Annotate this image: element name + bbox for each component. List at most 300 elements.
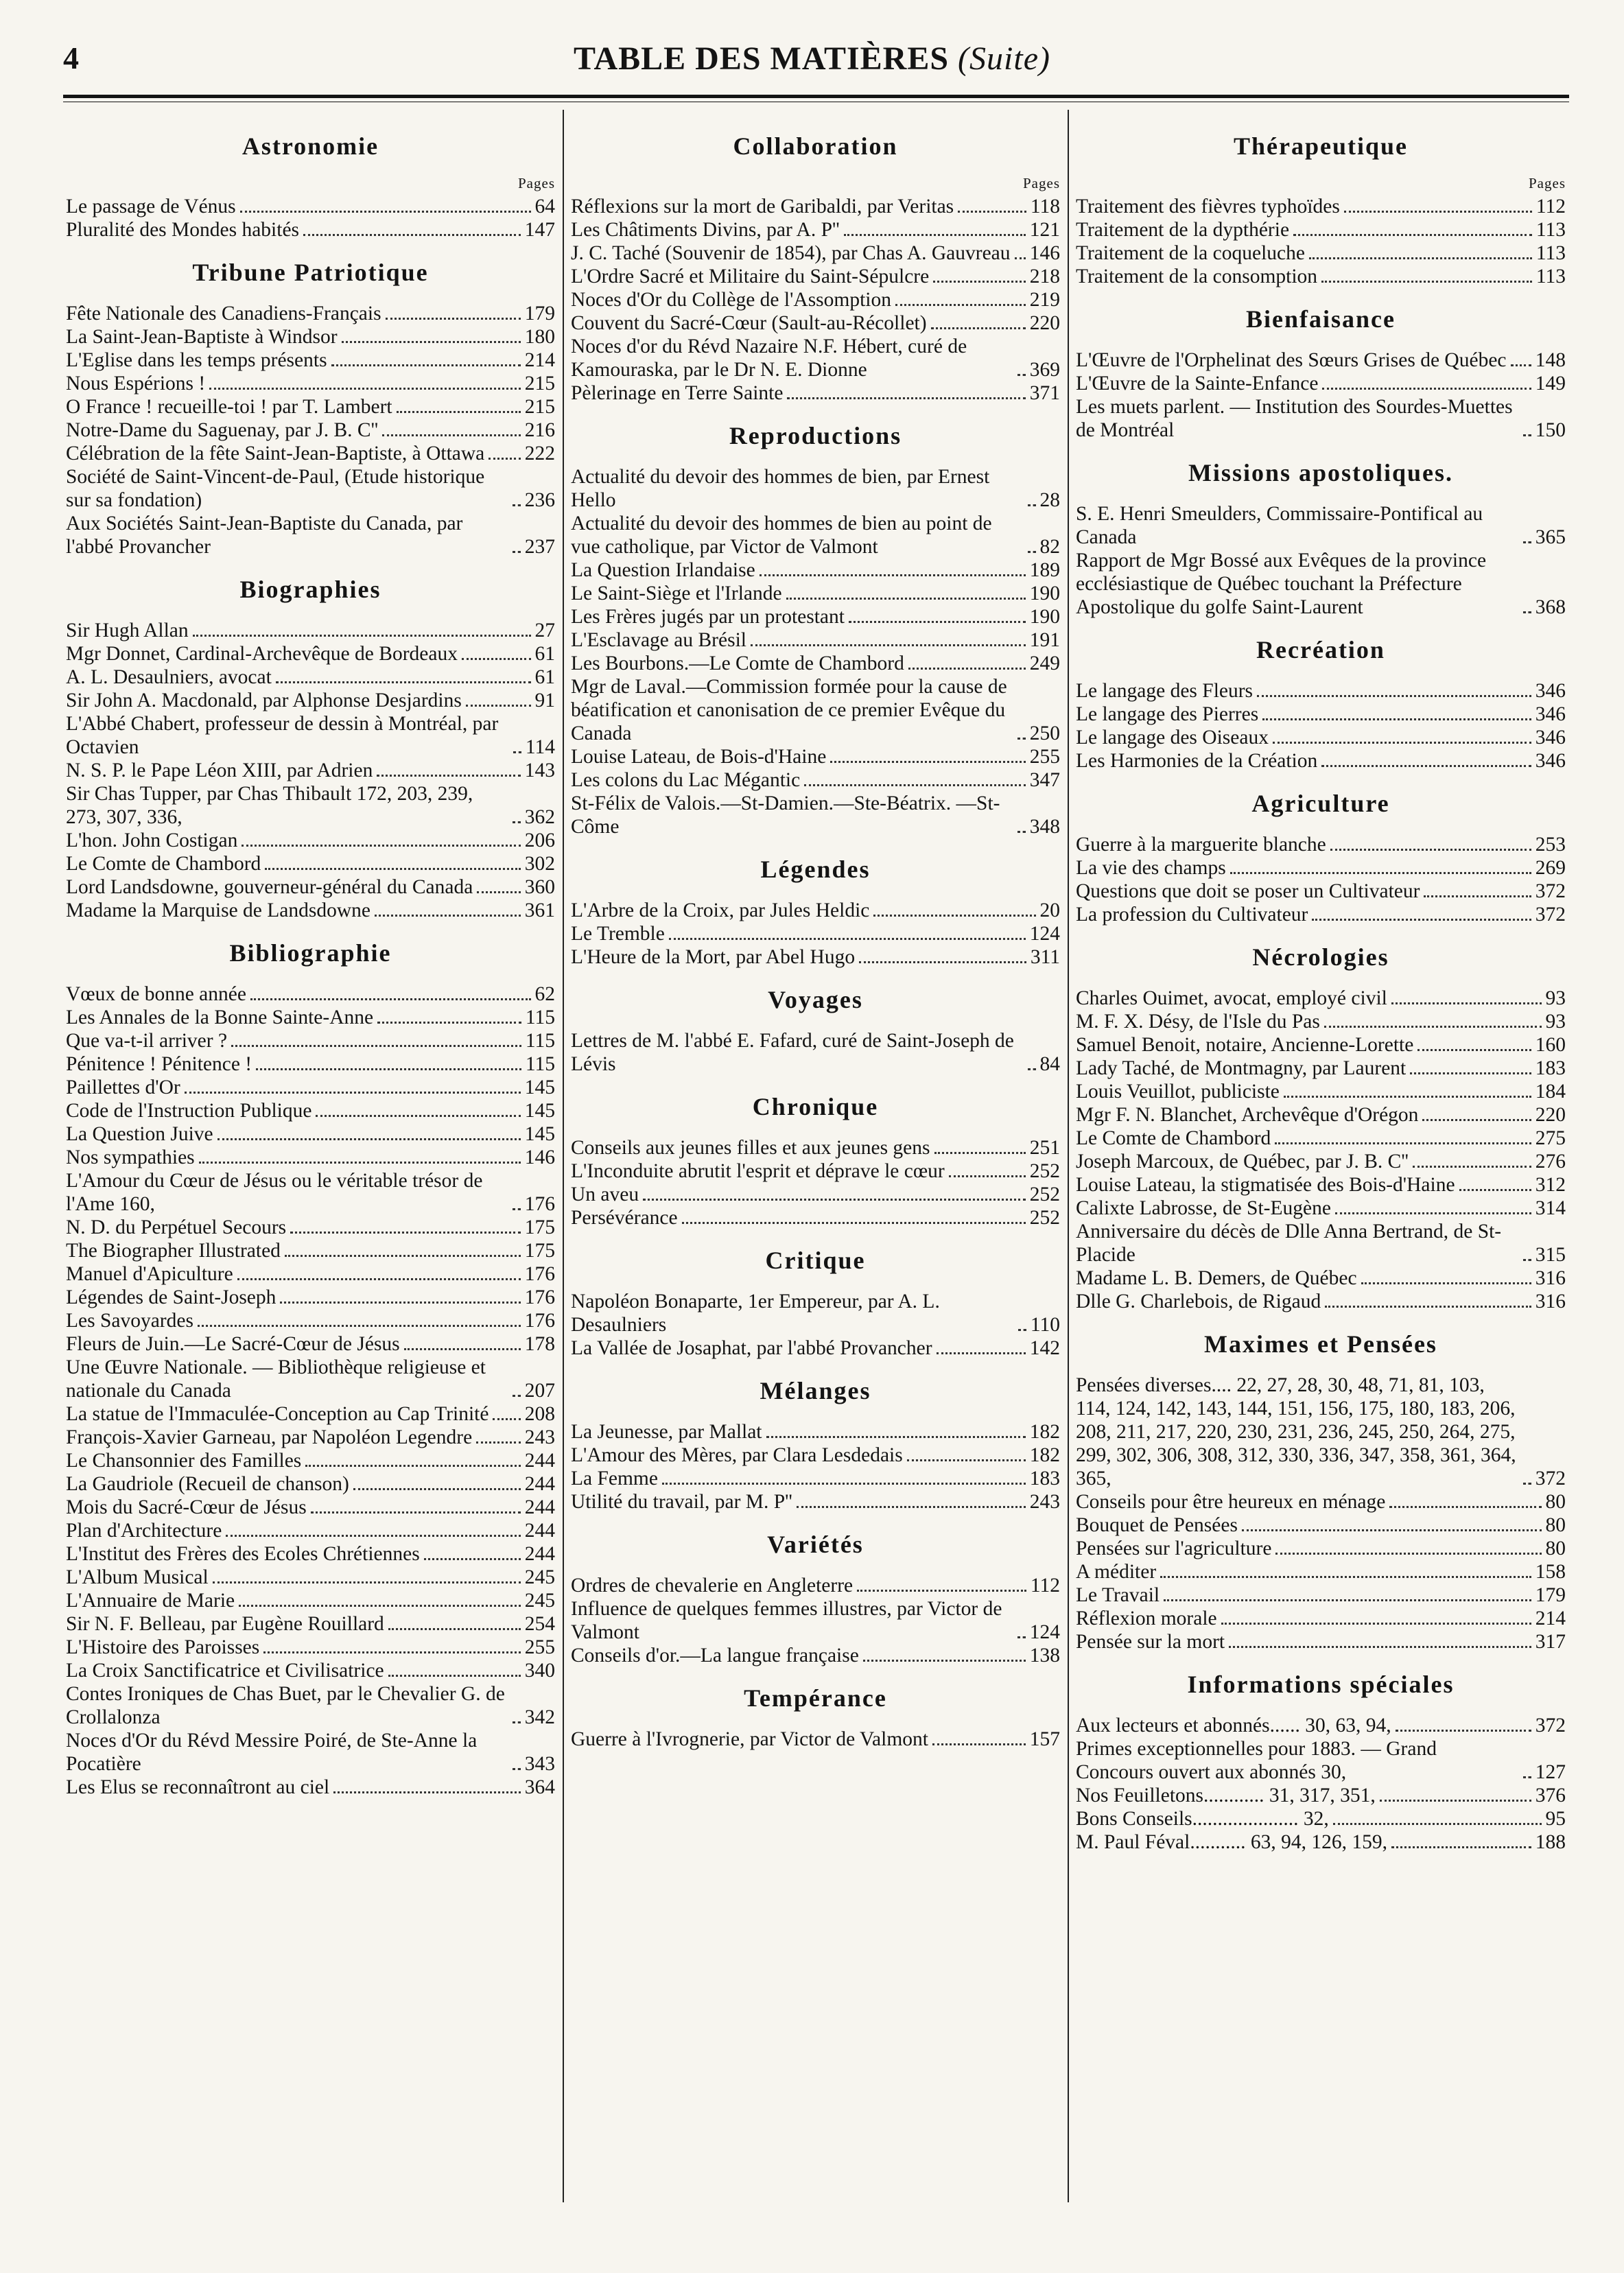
entry-title: Les Frères jugés par un protestant (571, 606, 845, 628)
dot-leader (1273, 742, 1531, 744)
toc-entry (571, 1728, 1060, 1751)
dot-leader (242, 845, 520, 847)
dot-leader (331, 364, 521, 366)
toc-entry (66, 195, 555, 218)
entry-title: Traitement de la dypthérie (1076, 219, 1290, 241)
entry-title: La Gaudriole (Recueil de chanson) (66, 1473, 349, 1495)
entry-title: Charles Ouimet, avocat, employé civil (1076, 987, 1387, 1009)
toc-entry (66, 712, 555, 759)
dot-leader (958, 211, 1026, 213)
toc-entry (571, 195, 1060, 218)
entry-title: Traitement de la consomption (1076, 266, 1318, 287)
page-number: 4 (63, 40, 79, 75)
entry-title: L'Œuvre de l'Orphelinat des Sœurs Grises de Québec (1076, 349, 1507, 371)
entry-page-number: 236 (524, 489, 555, 511)
toc-entry (1076, 1080, 1566, 1103)
toc-entry (1076, 1173, 1566, 1197)
entry-title: L'Heure de la Mort, par Abel Hugo (571, 946, 856, 968)
dot-leader (1322, 388, 1531, 390)
toc-entry (1076, 265, 1566, 288)
entry-page-number: 245 (524, 1590, 555, 1612)
entry-page-number: 142 (1029, 1337, 1060, 1359)
entry-title: L'Inconduite abrutit l'esprit et déprave le cœur (571, 1160, 945, 1182)
entry-page-number: 207 (524, 1380, 555, 1402)
toc-entry (571, 1183, 1060, 1206)
dot-leader (662, 1483, 1026, 1485)
header-suite: (Suite) (958, 40, 1050, 77)
section-title-bienfaisance: Bienfaisance (1246, 305, 1396, 333)
entry-title: Les Harmonies de la Création (1076, 750, 1318, 772)
toc-entry (1076, 549, 1566, 619)
toc-entry (1076, 1607, 1566, 1630)
toc-entry (1076, 1033, 1566, 1057)
toc-entry (66, 1636, 555, 1659)
entry-page-number: 62 (534, 983, 555, 1005)
entry-page-number: 347 (1029, 769, 1060, 791)
dot-leader (375, 915, 521, 917)
toc-entry (571, 288, 1060, 311)
entry-page-number: 222 (524, 443, 555, 464)
entry-page-number: 80 (1545, 1538, 1566, 1559)
entry-title: Calixte Labrosse, de St-Eugène (1076, 1197, 1331, 1219)
entry-page-number: 157 (1029, 1728, 1060, 1750)
section-title-temperance: Tempérance (744, 1684, 887, 1712)
section-title-reproductions: Reproductions (729, 422, 902, 449)
entry-page-number: 179 (524, 303, 555, 325)
entry-page-number: 252 (1029, 1160, 1060, 1182)
dot-leader (934, 1152, 1026, 1154)
entry-title: Les muets parlent. — Institution des Sourdes-Muettes de Montréal (1076, 396, 1513, 441)
entry-page-number: 244 (524, 1450, 555, 1472)
entry-title: Nos sympathies (66, 1146, 195, 1168)
entry-title: Samuel Benoit, notaire, Ancienne-Lorette (1076, 1034, 1414, 1056)
entry-title: Célébration de la fête Saint-Jean-Baptiste, à Ottawa (66, 443, 485, 464)
dot-leader (1361, 1282, 1531, 1284)
entry-page-number: 175 (524, 1240, 555, 1262)
toc-entry (66, 1262, 555, 1286)
toc-entry (1076, 1490, 1566, 1514)
toc-entry (1076, 218, 1566, 242)
dot-leader (513, 1768, 521, 1770)
entry-title: Fête Nationale des Canadiens-Français (66, 303, 381, 325)
entry-page-number: 180 (524, 326, 555, 348)
entry-title: A. L. Desaulniers, avocat (66, 666, 272, 688)
entry-page-number: 371 (1029, 382, 1060, 404)
entry-title: Les Châtiments Divins, par A. P'' (571, 219, 840, 241)
column-2 (571, 111, 1060, 2197)
entry-title: Conseils aux jeunes filles et aux jeunes gens (571, 1137, 930, 1159)
entry-title: Mgr de Laval.—Commission formée pour la cause de béatification et canonisation de ce premier Evêque du Canada (571, 676, 1007, 744)
dot-leader (513, 1395, 521, 1397)
dot-leader (513, 821, 521, 823)
dot-leader (386, 318, 521, 320)
toc-entry (1076, 1714, 1566, 1737)
toc-entry (1076, 372, 1566, 395)
toc-entry (66, 372, 555, 395)
dot-leader (1275, 1142, 1531, 1144)
toc-entry (571, 1136, 1060, 1159)
entry-title: Guerre à la marguerite blanche (1076, 834, 1326, 856)
entry-page-number: 255 (524, 1636, 555, 1658)
entry-page-number: 178 (524, 1333, 555, 1355)
entry-title: Réflexion morale (1076, 1607, 1217, 1629)
toc-entry (1076, 1150, 1566, 1173)
entry-title: L'Institut des Frères des Ecoles Chrétiennes (66, 1543, 420, 1565)
entry-title: Rapport de Mgr Bossé aux Evêques de la province ecclésiastique de Québec touchant la Préfecture Apostolique du golfe Saint-Laurent (1076, 550, 1487, 618)
entry-page-number: 275 (1535, 1127, 1566, 1149)
dot-leader (250, 998, 531, 1000)
section-title-bibliographie: Bibliographie (229, 939, 392, 967)
toc-entry (66, 395, 555, 419)
entry-title: Le langage des Oiseaux (1076, 727, 1269, 749)
entry-page-number: 251 (1029, 1137, 1060, 1159)
entry-page-number: 179 (1535, 1584, 1566, 1606)
toc-entry (571, 512, 1060, 558)
dot-leader (1335, 1212, 1531, 1214)
toc-entry (66, 1356, 555, 1402)
entry-title: Le langage des Pierres (1076, 703, 1259, 725)
dot-leader (1028, 1068, 1036, 1070)
dot-leader (239, 1605, 521, 1607)
dot-leader (1523, 611, 1531, 613)
entry-page-number: 244 (524, 1520, 555, 1542)
header-title: TABLE DES MATIÈRES (574, 40, 950, 77)
section-title-critique: Critique (765, 1247, 866, 1274)
dot-leader (1262, 718, 1531, 720)
entry-title: Actualité du devoir des hommes de bien, par Ernest Hello (571, 466, 990, 511)
entry-page-number: 182 (1029, 1444, 1060, 1466)
entry-title: L'Eglise dans les temps présents (66, 349, 327, 371)
entry-title: Sir Hugh Allan (66, 620, 189, 641)
toc-entry (1076, 395, 1566, 442)
section-title-biographies: Biographies (239, 576, 381, 603)
dot-leader (353, 1488, 521, 1490)
entry-page-number: 145 (524, 1123, 555, 1145)
entry-title: Traitement de la coqueluche (1076, 242, 1305, 264)
toc-entry (1076, 1267, 1566, 1290)
entry-page-number: 176 (524, 1263, 555, 1285)
dot-leader (513, 1721, 521, 1723)
entry-title: Pensée sur la mort (1076, 1631, 1225, 1653)
dot-leader (1511, 364, 1531, 366)
entry-title: Bouquet de Pensées (1076, 1514, 1238, 1536)
toc-entry (66, 829, 555, 852)
entry-title: Le Comte de Chambord (1076, 1127, 1271, 1149)
toc-entry (66, 1426, 555, 1449)
entry-title: Joseph Marcoux, de Québec, par J. B. C'' (1076, 1151, 1409, 1173)
entry-page-number: 253 (1535, 834, 1566, 856)
entry-page-number: 183 (1535, 1057, 1566, 1079)
entry-title: L'Œuvre de la Sainte-Enfance (1076, 373, 1319, 394)
dot-leader (209, 388, 521, 390)
entry-title: Les colons du Lac Mégantic (571, 769, 801, 791)
toc-entry (1076, 1630, 1566, 1653)
dot-leader (1380, 1800, 1531, 1802)
entry-title: Manuel d'Apiculture (66, 1263, 233, 1285)
toc-entry (66, 1659, 555, 1682)
dot-leader (513, 551, 521, 553)
toc-entry (1076, 987, 1566, 1010)
entry-page-number: 312 (1535, 1174, 1566, 1196)
entry-page-number: 190 (1029, 606, 1060, 628)
entry-page-number: 220 (1029, 312, 1060, 334)
toc-entry (1076, 833, 1566, 856)
dot-leader (1324, 1026, 1542, 1028)
toc-entry (1076, 1374, 1566, 1490)
entry-page-number: 112 (1030, 1575, 1060, 1597)
toc-entry (1076, 1010, 1566, 1033)
entry-title: Aux Sociétés Saint-Jean-Baptiste du Canada, par l'abbé Provancher (66, 513, 463, 558)
entry-title: Ordres de chevalerie en Angleterre (571, 1575, 854, 1597)
toc-entry (66, 1472, 555, 1496)
toc-entry (66, 1402, 555, 1426)
entry-page-number: 364 (524, 1776, 555, 1798)
toc-entry (571, 1444, 1060, 1467)
entry-page-number: 113 (1535, 266, 1566, 287)
entry-page-number: 145 (524, 1100, 555, 1122)
entry-title: Sir N. F. Belleau, par Eugène Rouillard (66, 1613, 384, 1635)
entry-title: St-Félix de Valois.—St-Damien.—Ste-Béatrix. —St-Côme (571, 792, 1000, 838)
entry-title: Sir Chas Tupper, par Chas Thibault 172, 203, 239, 273, 307, 336, (66, 783, 473, 828)
dot-leader (276, 681, 531, 683)
entry-page-number: 160 (1535, 1034, 1566, 1056)
toc-entry (1076, 903, 1566, 926)
toc-entry (571, 792, 1060, 838)
entry-title: Lady Taché, de Montmagny, par Laurent (1076, 1057, 1407, 1079)
entry-title: Madame la Marquise de Landsdowne (66, 899, 370, 921)
toc-entry (66, 1146, 555, 1169)
entry-title: Lettres de M. l'abbé E. Fafard, curé de Saint-Joseph de Lévis (571, 1030, 1014, 1075)
section-title-legendes: Légendes (760, 856, 871, 883)
entry-page-number: 302 (524, 853, 555, 875)
entry-page-number: 214 (524, 349, 555, 371)
entry-page-number: 254 (524, 1613, 555, 1635)
dot-leader (462, 658, 531, 660)
entry-title: Couvent du Sacré-Cœur (Sault-au-Récollet) (571, 312, 927, 334)
entry-page-number: 112 (1535, 196, 1566, 217)
dot-leader (643, 1199, 1026, 1201)
dot-leader (669, 938, 1026, 940)
entry-title: La Question Juive (66, 1123, 213, 1145)
toc-entry (66, 1519, 555, 1542)
dot-leader (1459, 1189, 1531, 1191)
entry-page-number: 143 (524, 759, 555, 781)
entry-title: Questions que doit se poser un Cultivateur (1076, 880, 1420, 902)
toc-entry (1076, 349, 1566, 372)
dot-leader (377, 775, 520, 777)
dot-leader (682, 1222, 1026, 1224)
entry-page-number: 360 (524, 876, 555, 898)
toc-entry (66, 642, 555, 666)
toc-entry (1076, 1290, 1566, 1313)
entry-page-number: 80 (1545, 1491, 1566, 1513)
entry-title: O France ! recueille-toi ! par T. Lambert (66, 396, 392, 418)
entry-title: Un aveu (571, 1183, 639, 1205)
toc-entry (1076, 1583, 1566, 1607)
dot-leader (290, 1232, 521, 1234)
dot-leader (217, 1138, 521, 1140)
entry-page-number: 80 (1545, 1514, 1566, 1536)
dot-leader (1242, 1529, 1542, 1531)
dot-leader (830, 761, 1025, 763)
entry-title: Traitement des fièvres typhoïdes (1076, 196, 1340, 217)
entry-title: J. C. Taché (Souvenir de 1854), par Chas A. Gauvreau (571, 242, 1011, 264)
dot-leader (213, 1581, 521, 1583)
entry-page-number: 244 (524, 1543, 555, 1565)
entry-title: Vœux de bonne année (66, 983, 246, 1005)
dot-leader (513, 751, 521, 753)
entry-title: Le Travail (1076, 1584, 1160, 1606)
entry-page-number: 61 (534, 643, 555, 665)
toc-entry (66, 218, 555, 242)
dot-leader (1221, 1623, 1531, 1625)
entry-page-number: 376 (1535, 1785, 1566, 1806)
toc-entry (571, 218, 1060, 242)
entry-title: Noces d'or du Révd Nazaire N.F. Hébert, curé de Kamouraska, par le Dr N. E. Dionne (571, 335, 967, 381)
entry-title: Persévérance (571, 1207, 678, 1229)
entry-title: Actualité du devoir des hommes de bien au point de vue catholique, par Victor de Valmont (571, 513, 992, 558)
entry-title: S. E. Henri Smeulders, Commissaire-Pontifical au Canada (1076, 503, 1483, 548)
entry-title: Utilité du travail, par M. P'' (571, 1491, 792, 1513)
entry-title: The Biographer Illustrated (66, 1240, 281, 1262)
entry-title: Primes exceptionnelles pour 1883. — Grand Concours ouvert aux abonnés 30, (1076, 1738, 1437, 1783)
toc-entry (571, 945, 1060, 969)
toc-entry (1076, 679, 1566, 703)
entry-page-number: 64 (534, 196, 555, 217)
entry-page-number: 243 (524, 1426, 555, 1448)
dot-leader (1018, 1329, 1026, 1331)
entry-title: Les Elus se reconnaîtront au ciel (66, 1776, 330, 1798)
entry-title: Noces d'Or du Collège de l'Assomption (571, 289, 892, 311)
entry-page-number: 176 (524, 1193, 555, 1215)
entry-page-number: 27 (534, 620, 555, 641)
toc-entry (571, 1420, 1060, 1444)
entry-page-number: 175 (524, 1216, 555, 1238)
entry-page-number: 343 (524, 1753, 555, 1775)
dot-leader (1523, 1776, 1531, 1778)
entry-page-number: 252 (1029, 1183, 1060, 1205)
dot-leader (476, 1441, 521, 1444)
section-title-recreation: Recréation (1256, 636, 1385, 663)
toc-entry (1076, 1220, 1566, 1267)
dot-leader (185, 1092, 521, 1094)
entry-title: La Saint-Jean-Baptiste à Windsor (66, 326, 338, 348)
section-title-tribune-patriotique: Tribune Patriotique (192, 259, 429, 286)
entry-title: L'Amour des Mères, par Clara Lesdedais (571, 1444, 903, 1466)
toc-entry (1076, 1197, 1566, 1220)
entry-page-number: 188 (1535, 1831, 1566, 1853)
toc-entry (66, 1729, 555, 1776)
entry-page-number: 215 (524, 373, 555, 394)
entry-title: Mois du Sacré-Cœur de Jésus (66, 1496, 307, 1518)
dot-leader (766, 1436, 1026, 1438)
toc-entry (1076, 195, 1566, 218)
toc-entry (66, 1309, 555, 1332)
entry-page-number: 244 (524, 1496, 555, 1518)
toc-entry (571, 1597, 1060, 1644)
toc-entry (1076, 726, 1566, 749)
toc-entry (66, 1776, 555, 1799)
dot-leader (873, 915, 1035, 917)
toc-entry (571, 1644, 1060, 1667)
entry-page-number: 110 (1030, 1314, 1060, 1336)
dot-leader (787, 397, 1025, 399)
entry-page-number: 316 (1535, 1267, 1566, 1289)
dot-leader (256, 1068, 521, 1070)
entry-title: Pluralité des Mondes habités (66, 219, 300, 241)
dot-leader (513, 504, 521, 506)
column-3 (1076, 111, 1566, 2197)
entry-title: Guerre à l'Ivrognerie, par Victor de Valmont (571, 1728, 928, 1750)
toc-entry (66, 1612, 555, 1636)
toc-entry (571, 465, 1060, 512)
toc-entry (571, 899, 1060, 922)
toc-entry (66, 1286, 555, 1309)
entry-page-number: 372 (1535, 1715, 1566, 1736)
entry-page-number: 190 (1029, 582, 1060, 604)
entry-title: Anniversaire du décès de Dlle Anna Bertrand, de St-Placide (1076, 1221, 1502, 1266)
dot-leader (285, 1255, 521, 1257)
entry-page-number: 124 (1029, 923, 1060, 945)
section-title-varietes: Variétés (767, 1531, 864, 1558)
dot-leader (937, 1352, 1026, 1354)
dot-leader (237, 1278, 521, 1280)
pages-column-label: Pages (518, 175, 555, 191)
toc-entry (66, 666, 555, 689)
dot-leader (240, 211, 531, 213)
entry-page-number: 115 (525, 1006, 555, 1028)
toc-entry (66, 899, 555, 922)
entry-page-number: 118 (1030, 196, 1060, 217)
entry-page-number: 269 (1535, 857, 1566, 879)
toc-entry (66, 1566, 555, 1589)
entry-page-number: 361 (524, 899, 555, 921)
toc-entry (1076, 880, 1566, 903)
entry-page-number: 372 (1535, 904, 1566, 926)
toc-entry (66, 1216, 555, 1239)
entry-page-number: 184 (1535, 1081, 1566, 1103)
entry-page-number: 150 (1535, 419, 1566, 441)
pages-column-label: Pages (1023, 175, 1060, 191)
toc-entry (1076, 242, 1566, 265)
toc-entry (1076, 1537, 1566, 1560)
entry-page-number: 215 (524, 396, 555, 418)
entry-page-number: 346 (1535, 727, 1566, 749)
toc-entry (571, 605, 1060, 628)
toc-entry (571, 1029, 1060, 1076)
toc-entry (571, 265, 1060, 288)
dot-leader (1257, 695, 1531, 697)
toc-entry (66, 852, 555, 875)
entry-page-number: 95 (1545, 1808, 1566, 1830)
dot-leader (895, 304, 1026, 306)
entry-title: Sir John A. Macdonald, par Alphonse Desjardins (66, 690, 462, 711)
entry-page-number: 243 (1029, 1491, 1060, 1513)
entry-page-number: 146 (524, 1146, 555, 1168)
dot-leader (1321, 765, 1531, 767)
entry-title: François-Xavier Garneau, par Napoléon Legendre (66, 1426, 473, 1448)
entry-page-number: 348 (1029, 816, 1060, 838)
entry-page-number: 255 (1029, 746, 1060, 768)
entry-page-number: 214 (1535, 1607, 1566, 1629)
toc-entry (1076, 1784, 1566, 1807)
section-title-agriculture: Agriculture (1251, 790, 1390, 817)
entry-page-number: 346 (1535, 680, 1566, 702)
entry-page-number: 189 (1029, 559, 1060, 581)
entry-page-number: 250 (1029, 722, 1060, 744)
dot-leader (198, 1325, 521, 1327)
dot-leader (1028, 504, 1036, 506)
